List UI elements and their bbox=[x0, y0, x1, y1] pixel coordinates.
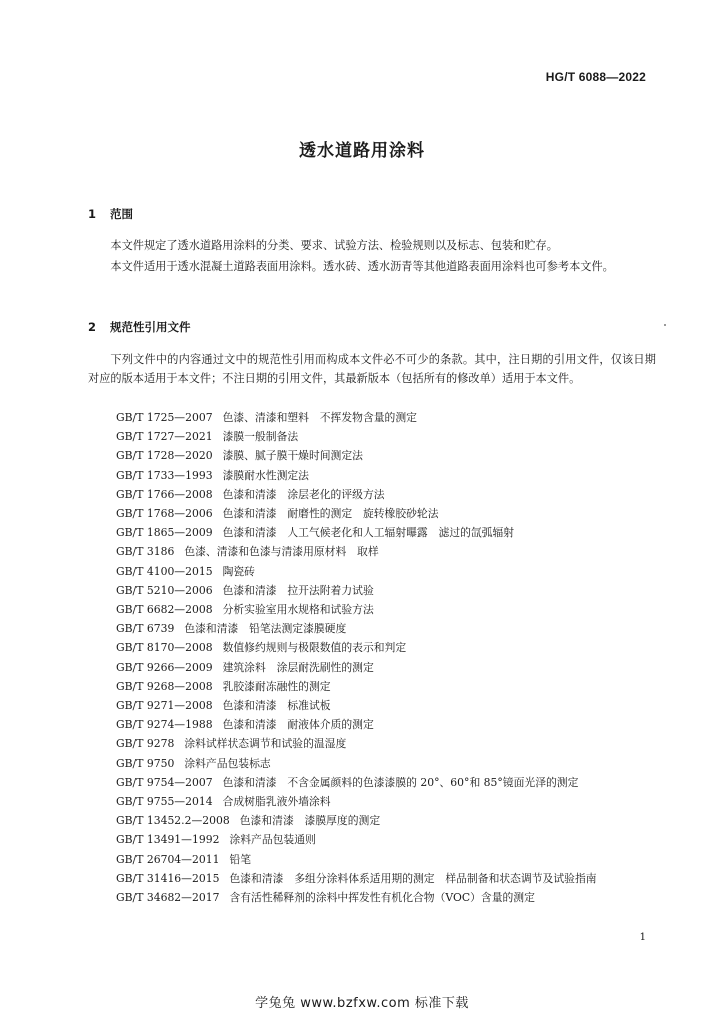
reference-code: GB/T 9754—2007 bbox=[116, 775, 213, 789]
reference-item bbox=[88, 850, 656, 869]
reference-item bbox=[88, 542, 656, 561]
reference-item bbox=[88, 696, 656, 715]
reference-title: 色漆和清漆 涂层老化的评级方法 bbox=[222, 487, 385, 501]
reference-item bbox=[88, 888, 656, 907]
reference-code: GB/T 9271—2008 bbox=[116, 699, 213, 713]
reference-item bbox=[88, 466, 656, 485]
reference-code: GB/T 5210—2006 bbox=[116, 583, 213, 597]
section-number: 1 bbox=[88, 207, 97, 221]
reference-item bbox=[88, 427, 656, 446]
reference-item bbox=[88, 754, 656, 773]
reference-title: 涂料产品包装通则 bbox=[229, 833, 316, 847]
reference-title: 陶瓷砖 bbox=[222, 564, 255, 578]
reference-code: GB/T 1768—2006 bbox=[116, 507, 213, 521]
reference-list bbox=[88, 408, 656, 907]
reference-title: 数值修约规则与极限数值的表示和判定 bbox=[222, 641, 407, 655]
reference-code: GB/T 1727—2021 bbox=[116, 430, 213, 444]
reference-code: GB/T 1728—2020 bbox=[116, 449, 213, 463]
reference-code: GB/T 3186 bbox=[116, 545, 175, 559]
reference-item bbox=[88, 677, 656, 696]
reference-item bbox=[88, 619, 656, 638]
paragraph: 本文件规定了透水道路用涂料的分类、要求、试验方法、检验规则以及标志、包装和贮存。 bbox=[110, 239, 558, 252]
reference-item bbox=[88, 638, 656, 657]
reference-code: GB/T 13491—1992 bbox=[116, 833, 220, 847]
document-title: 透水道路用涂料 bbox=[299, 141, 425, 161]
reference-title: 分析实验室用水规格和试验方法 bbox=[222, 603, 374, 617]
reference-code: GB/T 9266—2009 bbox=[116, 660, 213, 674]
reference-code: GB/T 34682—2017 bbox=[116, 891, 220, 905]
reference-item bbox=[88, 408, 656, 427]
reference-title: 色漆和清漆 不含金属颜料的色漆漆膜的 20°、60°和 85°镜面光泽的测定 bbox=[222, 775, 579, 789]
reference-code: GB/T 4100—2015 bbox=[116, 564, 213, 578]
reference-title: 色漆和清漆 漆膜厚度的测定 bbox=[239, 814, 381, 828]
reference-title: 铅笔 bbox=[229, 852, 252, 866]
reference-title: 色漆和清漆 拉开法附着力试验 bbox=[222, 583, 374, 597]
reference-code: GB/T 13452.2—2008 bbox=[116, 814, 230, 828]
reference-title: 色漆和清漆 标准试板 bbox=[222, 699, 331, 713]
paragraph: 下列文件中的内容通过文中的规范性引用而构成本文件必不可少的条款。其中，注日期的引用文件，仅该日期对应的版本适用于本文件；不注日期的引用文件，其最新版本（包括所有的修改单）适用于本文件。 bbox=[88, 353, 656, 385]
section-heading-normative-references bbox=[88, 319, 191, 335]
reference-item bbox=[88, 523, 656, 542]
reference-title: 色漆和清漆 人工气候老化和人工辐射曝露 滤过的氙弧辐射 bbox=[222, 526, 515, 540]
reference-item bbox=[88, 658, 656, 677]
reference-code: GB/T 9274—1988 bbox=[116, 718, 213, 732]
reference-item bbox=[88, 811, 656, 830]
reference-title: 乳胶漆耐冻融性的测定 bbox=[222, 679, 331, 693]
reference-code: GB/T 9268—2008 bbox=[116, 679, 213, 693]
reference-code: GB/T 6682—2008 bbox=[116, 603, 213, 617]
reference-code: GB/T 9750 bbox=[116, 756, 175, 770]
reference-item bbox=[88, 869, 656, 888]
reference-title: 色漆和清漆 铅笔法测定漆膜硬度 bbox=[184, 622, 347, 636]
reference-item bbox=[88, 792, 656, 811]
paragraph: 本文件适用于透水混凝土道路表面用涂料。透水砖、透水沥青等其他道路表面用涂料也可参考本文件。 bbox=[110, 260, 614, 273]
reference-title: 色漆和清漆 耐液体介质的测定 bbox=[222, 718, 374, 732]
reference-item bbox=[88, 485, 656, 504]
reference-code: GB/T 6739 bbox=[116, 622, 175, 636]
standard-code: HG/T 6088—2022 bbox=[545, 70, 646, 84]
reference-item bbox=[88, 581, 656, 600]
reference-code: GB/T 8170—2008 bbox=[116, 641, 213, 655]
reference-code: GB/T 1725—2007 bbox=[116, 411, 213, 424]
reference-item bbox=[88, 830, 656, 849]
reference-code: GB/T 26704—2011 bbox=[116, 852, 220, 866]
reference-title: 合成树脂乳液外墙涂料 bbox=[222, 795, 331, 809]
reference-title: 色漆、清漆和塑料 不挥发物含量的测定 bbox=[222, 411, 417, 424]
reference-title: 漆膜、腻子膜干燥时间测定法 bbox=[222, 449, 363, 463]
reference-code: GB/T 31416—2015 bbox=[116, 871, 220, 885]
reference-code: GB/T 1766—2008 bbox=[116, 487, 213, 501]
reference-title: 色漆、清漆和色漆与清漆用原材料 取样 bbox=[184, 545, 379, 559]
reference-title: 色漆和清漆 多组分涂料体系适用期的测定 样品制备和状态调节及试验指南 bbox=[229, 871, 597, 885]
section-number: 2 bbox=[88, 320, 97, 334]
reference-code: GB/T 9755—2014 bbox=[116, 795, 213, 809]
page-number: 1 bbox=[639, 932, 646, 943]
reference-item bbox=[88, 504, 656, 523]
reference-title: 涂料试样状态调节和试验的温湿度 bbox=[184, 737, 347, 751]
reference-code: GB/T 1865—2009 bbox=[116, 526, 213, 540]
footer-watermark: 学兔兔 www.bzfxw.com 标准下载 bbox=[255, 996, 469, 1011]
reference-title: 涂料产品包装标志 bbox=[184, 756, 271, 770]
section-title: 规范性引用文件 bbox=[110, 320, 191, 334]
reference-item bbox=[88, 773, 656, 792]
reference-title: 建筑涂料 涂层耐洗刷性的测定 bbox=[222, 660, 374, 674]
reference-item bbox=[88, 734, 656, 753]
reference-code: GB/T 1733—1993 bbox=[116, 468, 213, 482]
section-heading-scope bbox=[88, 206, 133, 222]
reference-title: 含有活性稀释剂的涂料中挥发性有机化合物（VOC）含量的测定 bbox=[229, 891, 535, 905]
reference-item bbox=[88, 446, 656, 465]
reference-item bbox=[88, 715, 656, 734]
section-title: 范围 bbox=[110, 207, 133, 221]
scan-mark bbox=[664, 324, 666, 326]
reference-title: 色漆和清漆 耐磨性的测定 旋转橡胶砂轮法 bbox=[222, 507, 439, 521]
reference-title: 漆膜耐水性测定法 bbox=[222, 468, 309, 482]
reference-code: GB/T 9278 bbox=[116, 737, 175, 751]
reference-item bbox=[88, 600, 656, 619]
reference-title: 漆膜一般制备法 bbox=[222, 430, 299, 444]
reference-item bbox=[88, 562, 656, 581]
